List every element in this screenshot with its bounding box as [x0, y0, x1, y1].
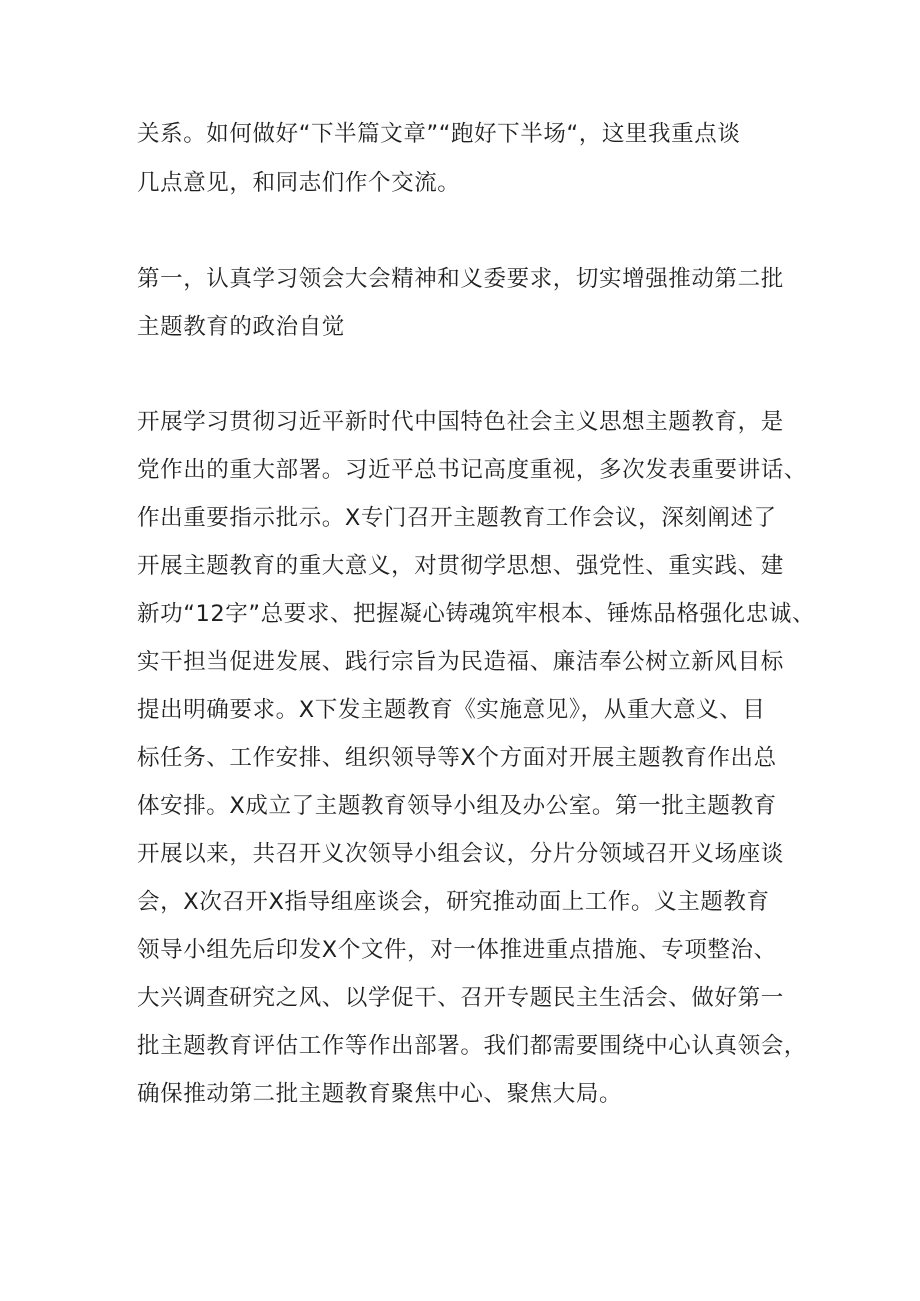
paragraph-2-line-11: 会，X次召开X指导组座谈会，研究推动面上工作。义主题教育 — [137, 889, 770, 915]
paragraph-2-line-3: 作出重要指示批示。X专门召开主题教育工作会议，深刻阐述了 — [137, 505, 777, 531]
paragraph-2-line-13: 大兴调查研究之风、以学促干、召开专题民主生活会、做好第一 — [137, 985, 784, 1011]
paragraph-2-line-10: 开展以来，共召开义次领导小组会议，分片分领域召开义场座谈 — [137, 841, 784, 867]
paragraph-2-line-9: 体安排。X成立了主题教育领导小组及办公室。第一批主题教育 — [137, 793, 777, 819]
paragraph-2-line-2: 党作出的重大部署。习近平总书记高度重视，多次发表重要讲话、 — [137, 457, 807, 483]
paragraph-2-line-1: 开展学习贯彻习近平新时代中国特色社会主义思想主题教育，是 — [137, 409, 784, 435]
paragraph-2-line-5: 新功“12字”总要求、把握凝心铸魂筑牢根本、锤炼品格强化忠诚、 — [137, 601, 816, 627]
paragraph-2-line-7: 提出明确要求。X下发主题教育《实施意见》，从重大意义、目 — [137, 697, 766, 723]
paragraph-1-line-1: 关系。如何做好“下半篇文章”“跑好下半场“，这里我重点谈 — [137, 121, 741, 147]
paragraph-2-line-15: 确保推动第二批主题教育聚焦中心、聚焦大局。 — [137, 1081, 623, 1107]
paragraph-2-line-14: 批主题教育评估工作等作出部署。我们都需要围绕中心认真领会， — [137, 1033, 807, 1059]
heading-1-line-1: 第一，认真学习领会大会精神和义委要求，切实增强推动第二批 — [137, 266, 784, 292]
paragraph-2-line-12: 领导小组先后印发X个文件，对一体推进重点措施、专项整治、 — [137, 937, 777, 963]
paragraph-2-line-8: 标任务、工作安排、组织领导等X个方面对开展主题教育作出总 — [137, 745, 777, 771]
paragraph-2-line-6: 实干担当促进发展、践行宗旨为民造福、廉洁奉公树立新风目标 — [137, 649, 784, 675]
heading-1-line-2: 主题教育的政治自觉 — [137, 314, 345, 340]
paragraph-2-line-4: 开展主题教育的重大意义，对贯彻学思想、强党性、重实践、建 — [137, 553, 784, 579]
paragraph-1-line-2: 几点意见，和同志们作个交流。 — [137, 170, 461, 196]
